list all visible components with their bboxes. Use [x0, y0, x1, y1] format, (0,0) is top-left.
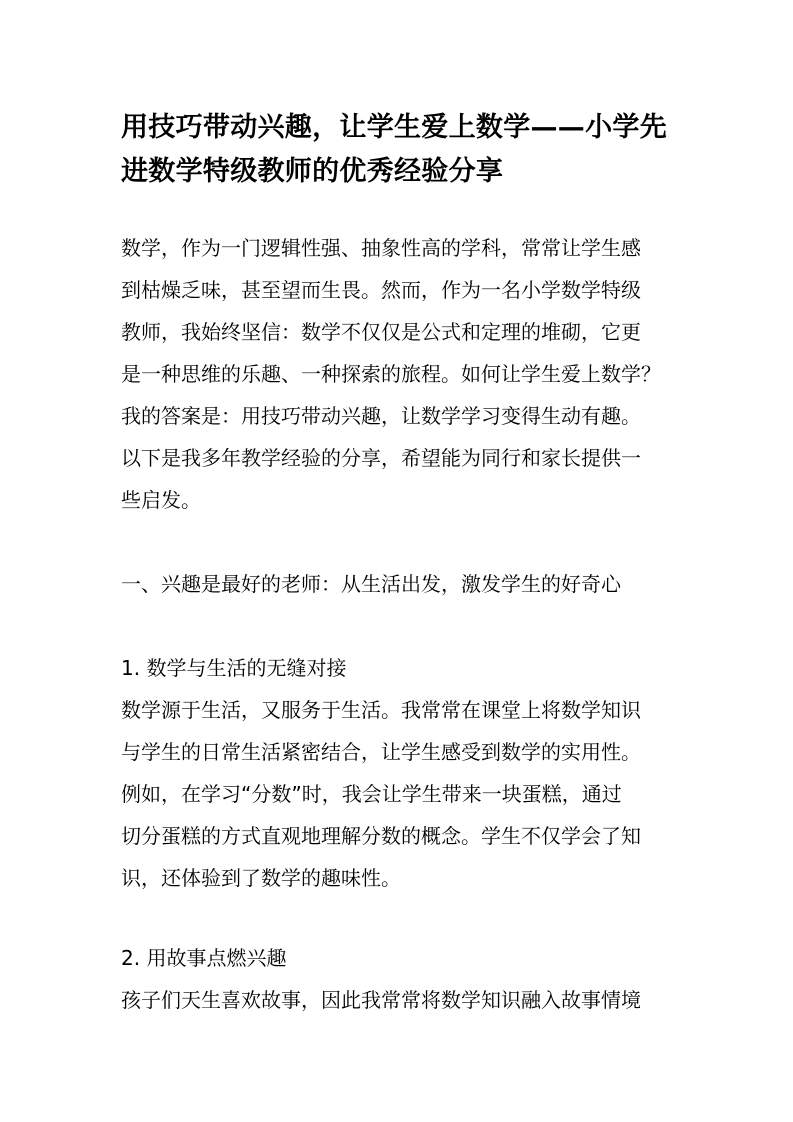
- intro-line-7: 些启发。: [121, 488, 201, 512]
- intro-line-2: 到枯燥乏味，甚至望而生畏。然而，作为一名小学数学特级: [121, 278, 641, 302]
- subsection-2-heading: 2. 用故事点燃兴趣: [121, 946, 287, 970]
- subsection-2-line-1: 孩子们天生喜欢故事，因此我常常将数学知识融入故事情境: [121, 988, 641, 1012]
- subsection-1-heading: 1. 数学与生活的无缝对接: [121, 656, 347, 680]
- intro-line-4: 是一种思维的乐趣、一种探索的旅程。如何让学生爱上数学？: [121, 362, 661, 386]
- subsection-1-line-1: 数学源于生活，又服务于生活。我常常在课堂上将数学知识: [121, 698, 641, 722]
- document-title: 用技巧带动兴趣，让学生爱上数学——小学先进数学特级教师的优秀经验分享: [121, 112, 667, 187]
- intro-line-6: 以下是我多年教学经验的分享，希望能为同行和家长提供一: [121, 446, 641, 470]
- subsection-1-line-4: 切分蛋糕的方式直观地理解分数的概念。学生不仅学会了知: [121, 824, 641, 848]
- intro-line-5: 我的答案是：用技巧带动兴趣，让数学学习变得生动有趣。: [121, 404, 641, 428]
- subsection-1-line-3: 例如，在学习“分数”时，我会让学生带来一块蛋糕，通过: [121, 782, 622, 806]
- section-1-heading: 一、兴趣是最好的老师：从生活出发，激发学生的好奇心: [121, 572, 621, 596]
- intro-line-3: 教师，我始终坚信：数学不仅仅是公式和定理的堆砌，它更: [121, 320, 641, 344]
- subsection-1-line-2: 与学生的日常生活紧密结合，让学生感受到数学的实用性。: [121, 740, 641, 764]
- subsection-1-line-5: 识，还体验到了数学的趣味性。: [121, 866, 401, 890]
- intro-line-1: 数学，作为一门逻辑性强、抽象性高的学科，常常让学生感: [121, 236, 641, 260]
